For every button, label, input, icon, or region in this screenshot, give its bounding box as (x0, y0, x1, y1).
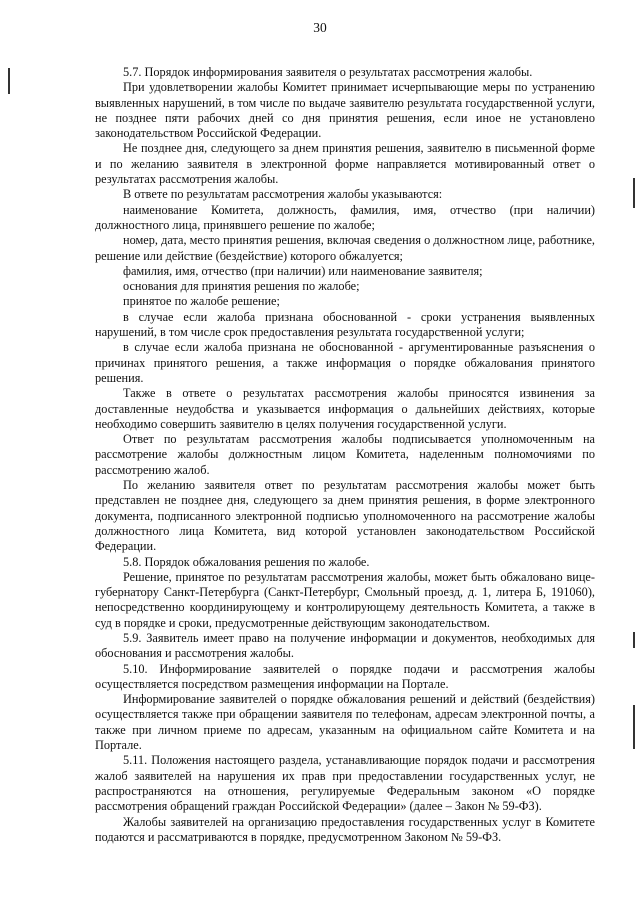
scan-edge-mark (633, 632, 635, 648)
paragraph-5-9: 5.9. Заявитель имеет право на получение информации и документов, необходимых для обоснования и рассмотрения жалобы. (95, 630, 595, 661)
paragraph-5-10: 5.10. Информирование заявителей о порядке подачи и рассмотрения жалобы осуществляется посредством размещения информации на Портале. (95, 661, 595, 691)
scan-edge-mark (8, 68, 10, 94)
paragraph: В ответе по результатам рассмотрения жалобы указываются: (123, 187, 443, 202)
paragraph: Также в ответе о результатах рассмотрения жалобы приносятся извинения за доставленные неудобства и указывается информация о дальнейших действиях, которые необходимо совершить заявителю в целях получения государственной услуги. (95, 386, 595, 431)
paragraph: Ответ по результатам рассмотрения жалобы подписывается уполномоченным на рассмотрение жалобы должностным лицом Комитета, наделенным полномочиями по рассмотрению жалоб. (95, 432, 595, 477)
heading-5-8: 5.8. Порядок обжалования решения по жалобе. (123, 554, 370, 569)
list-item: наименование Комитета, должность, фамилия, имя, отчество (при наличии) должностного лица, принявшего решение по жалобе; (95, 202, 595, 232)
paragraph: По желанию заявителя ответ по результатам рассмотрения жалобы может быть представлен не позднее дня, следующего за днем принятия решения, в форме электронного документа, подписанного электронной подписью уполномоченного на рассмотрение жалобы должностного лица Комитета, вид которой установлен законодательством Российской Федерации. (95, 478, 595, 554)
list-item: номер, дата, место принятия решения, включая сведения о должностном лице, работнике, решение или действие (бездействие) которого обжалуется; (95, 233, 595, 263)
list-item: фамилия, имя, отчество (при наличии) или наименование заявителя; (123, 263, 483, 278)
list-item: основания для принятия решения по жалобе; (123, 279, 360, 294)
page-number: 30 (313, 20, 327, 35)
document-body (95, 65, 595, 845)
paragraph: Жалобы заявителей на организацию предоставления государственных услуг в Комитете подаются и рассматриваются в порядке, предусмотренном Законом № 59-ФЗ. (95, 814, 595, 844)
list-item: принятое по жалобе решение; (123, 294, 280, 309)
paragraph-5-11: 5.11. Положения настоящего раздела, устанавливающие порядок подачи и рассмотрения жалоб заявителей на нарушения их прав при предоставлении государственных услуг, не распространяются на отношения, регулируемые Федеральным законом «О порядке рассмотрения обращений граждан Российской Федерации» (далее – Закон № 59-ФЗ). (95, 753, 595, 814)
heading-5-7: 5.7. Порядок информирования заявителя о результатах рассмотрения жалобы. (123, 65, 533, 79)
scan-edge-mark (633, 178, 635, 208)
paragraph: Не позднее дня, следующего за днем принятия решения, заявителю в письменной форме и по желанию заявителя в электронной форме направляется мотивированный ответ о результатах рассмотрения жалобы. (95, 141, 595, 187)
paragraph: При удовлетворении жалобы Комитет принимает исчерпывающие меры по устранению выявленных нарушений, в том числе по выдаче заявителю результата государственной услуги, не позднее пяти рабочих дней со дня принятия решения, если иное не установлено законодательством Российской Федерации. (95, 80, 595, 141)
paragraph: Информирование заявителей о порядке обжалования решений и действий (бездействия) осуществляется также при обращении заявителя по телефонам, адресам электронной почты, а также при личном приеме по адресам, указанным на официальном сайте Комитета и на Портале. (95, 692, 595, 753)
paragraph: Решение, принятое по результатам рассмотрения жалобы, может быть обжаловано вице-губернатору Санкт-Петербурга (Санкт-Петербург, Смольный проезд, д. 1, литера Б, 191060), непосредственно координирующему и контролирующему деятельность Комитета, а также в суд в порядке и сроки, предусмотренные действующим законодательством. (95, 569, 595, 630)
list-item: в случае если жалоба признана обоснованной - сроки устранения выявленных нарушений, в том числе срок предоставления результата государственной услуги; (95, 309, 595, 340)
list-item: в случае если жалоба признана не обоснованной - аргументированные разъяснения о причинах принятого решения, а также информация о порядке обжалования принятого решения. (95, 340, 595, 385)
scan-edge-mark (633, 705, 635, 749)
